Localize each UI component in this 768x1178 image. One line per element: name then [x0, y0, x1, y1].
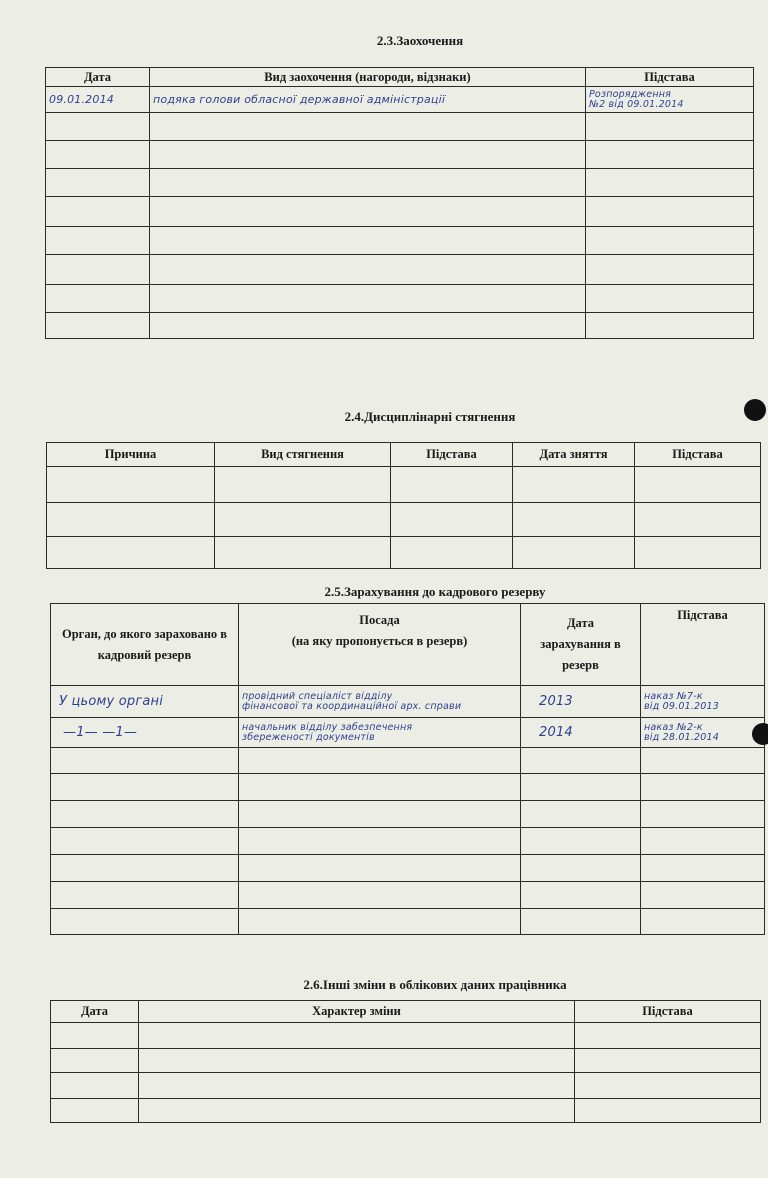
reserve-header-position-line2: (на яку пропонується в резерв)	[291, 634, 468, 648]
reserve-basis-2-line1: наказ №2-к	[644, 721, 703, 733]
award-basis-line1: Розпорядження	[589, 88, 672, 100]
awards-header-kind: Вид заохочення (нагороди, відзнаки)	[150, 68, 586, 87]
changes-header-basis: Підстава	[575, 1001, 761, 1023]
reserve-position-1-line1: провідний спеціаліст відділу	[242, 690, 393, 702]
award-kind: подяка голови обласної державної адміністрації	[153, 93, 446, 106]
binder-hole-lower	[752, 723, 768, 745]
reserve-position-2-line1: начальник відділу забезпечення	[242, 721, 413, 733]
award-basis-line2: №2 від 09.01.2014	[589, 98, 684, 110]
binder-hole-upper	[744, 399, 766, 421]
discipline-header-kind: Вид стягнення	[215, 443, 391, 467]
reserve-organ-2: —1— —1—	[63, 725, 138, 740]
awards-header-date: Дата	[46, 68, 150, 87]
reserve-date-1: 2013	[539, 694, 573, 709]
other-changes-table	[50, 1000, 761, 1123]
discipline-header-reason: Причина	[47, 443, 215, 467]
reserve-header-date: Дата зарахування в резерв	[521, 604, 641, 686]
award-date: 09.01.2014	[49, 93, 114, 106]
reserve-header-position-line1: Посада	[359, 613, 400, 627]
awards-header-basis: Підстава	[586, 68, 754, 87]
reserve-header-organ: Орган, до якого зараховано в кадровий резерв	[51, 604, 239, 686]
discipline-table	[46, 442, 761, 569]
section-title-awards: 2.3.Заохочення	[376, 33, 464, 48]
section-title-reserve: 2.5.Зарахування до кадрового резерву	[324, 584, 546, 599]
section-title-other-changes: 2.6.Інші зміни в облікових даних працівника	[303, 977, 567, 992]
reserve-header-position	[239, 604, 521, 686]
changes-header-nature: Характер зміни	[139, 1001, 575, 1023]
reserve-organ-1: У цьому органі	[59, 694, 164, 709]
table-row	[46, 87, 754, 113]
table-row	[51, 718, 765, 748]
reserve-basis-2-line2: від 28.01.2014	[644, 731, 720, 743]
reserve-basis-1-line2: від 09.01.2013	[644, 700, 720, 712]
reserve-date-2: 2014	[539, 725, 573, 740]
reserve-header-basis: Підстава	[641, 604, 765, 686]
changes-header-date: Дата	[51, 1001, 139, 1023]
discipline-header-removal-date: Дата зняття	[513, 443, 635, 467]
reserve-basis-1-line1: наказ №7-к	[644, 690, 703, 702]
reserve-position-2-line2: збереженості документів	[242, 731, 375, 743]
table-row	[51, 686, 765, 718]
reserve-position-1-line2: фінансової та координаційної арх. справи	[242, 700, 462, 712]
discipline-header-basis-2: Підстава	[635, 443, 761, 467]
section-title-discipline: 2.4.Дисциплінарні стягнення	[344, 409, 516, 424]
reserve-table	[50, 603, 765, 935]
discipline-header-basis: Підстава	[391, 443, 513, 467]
awards-table	[45, 67, 754, 339]
